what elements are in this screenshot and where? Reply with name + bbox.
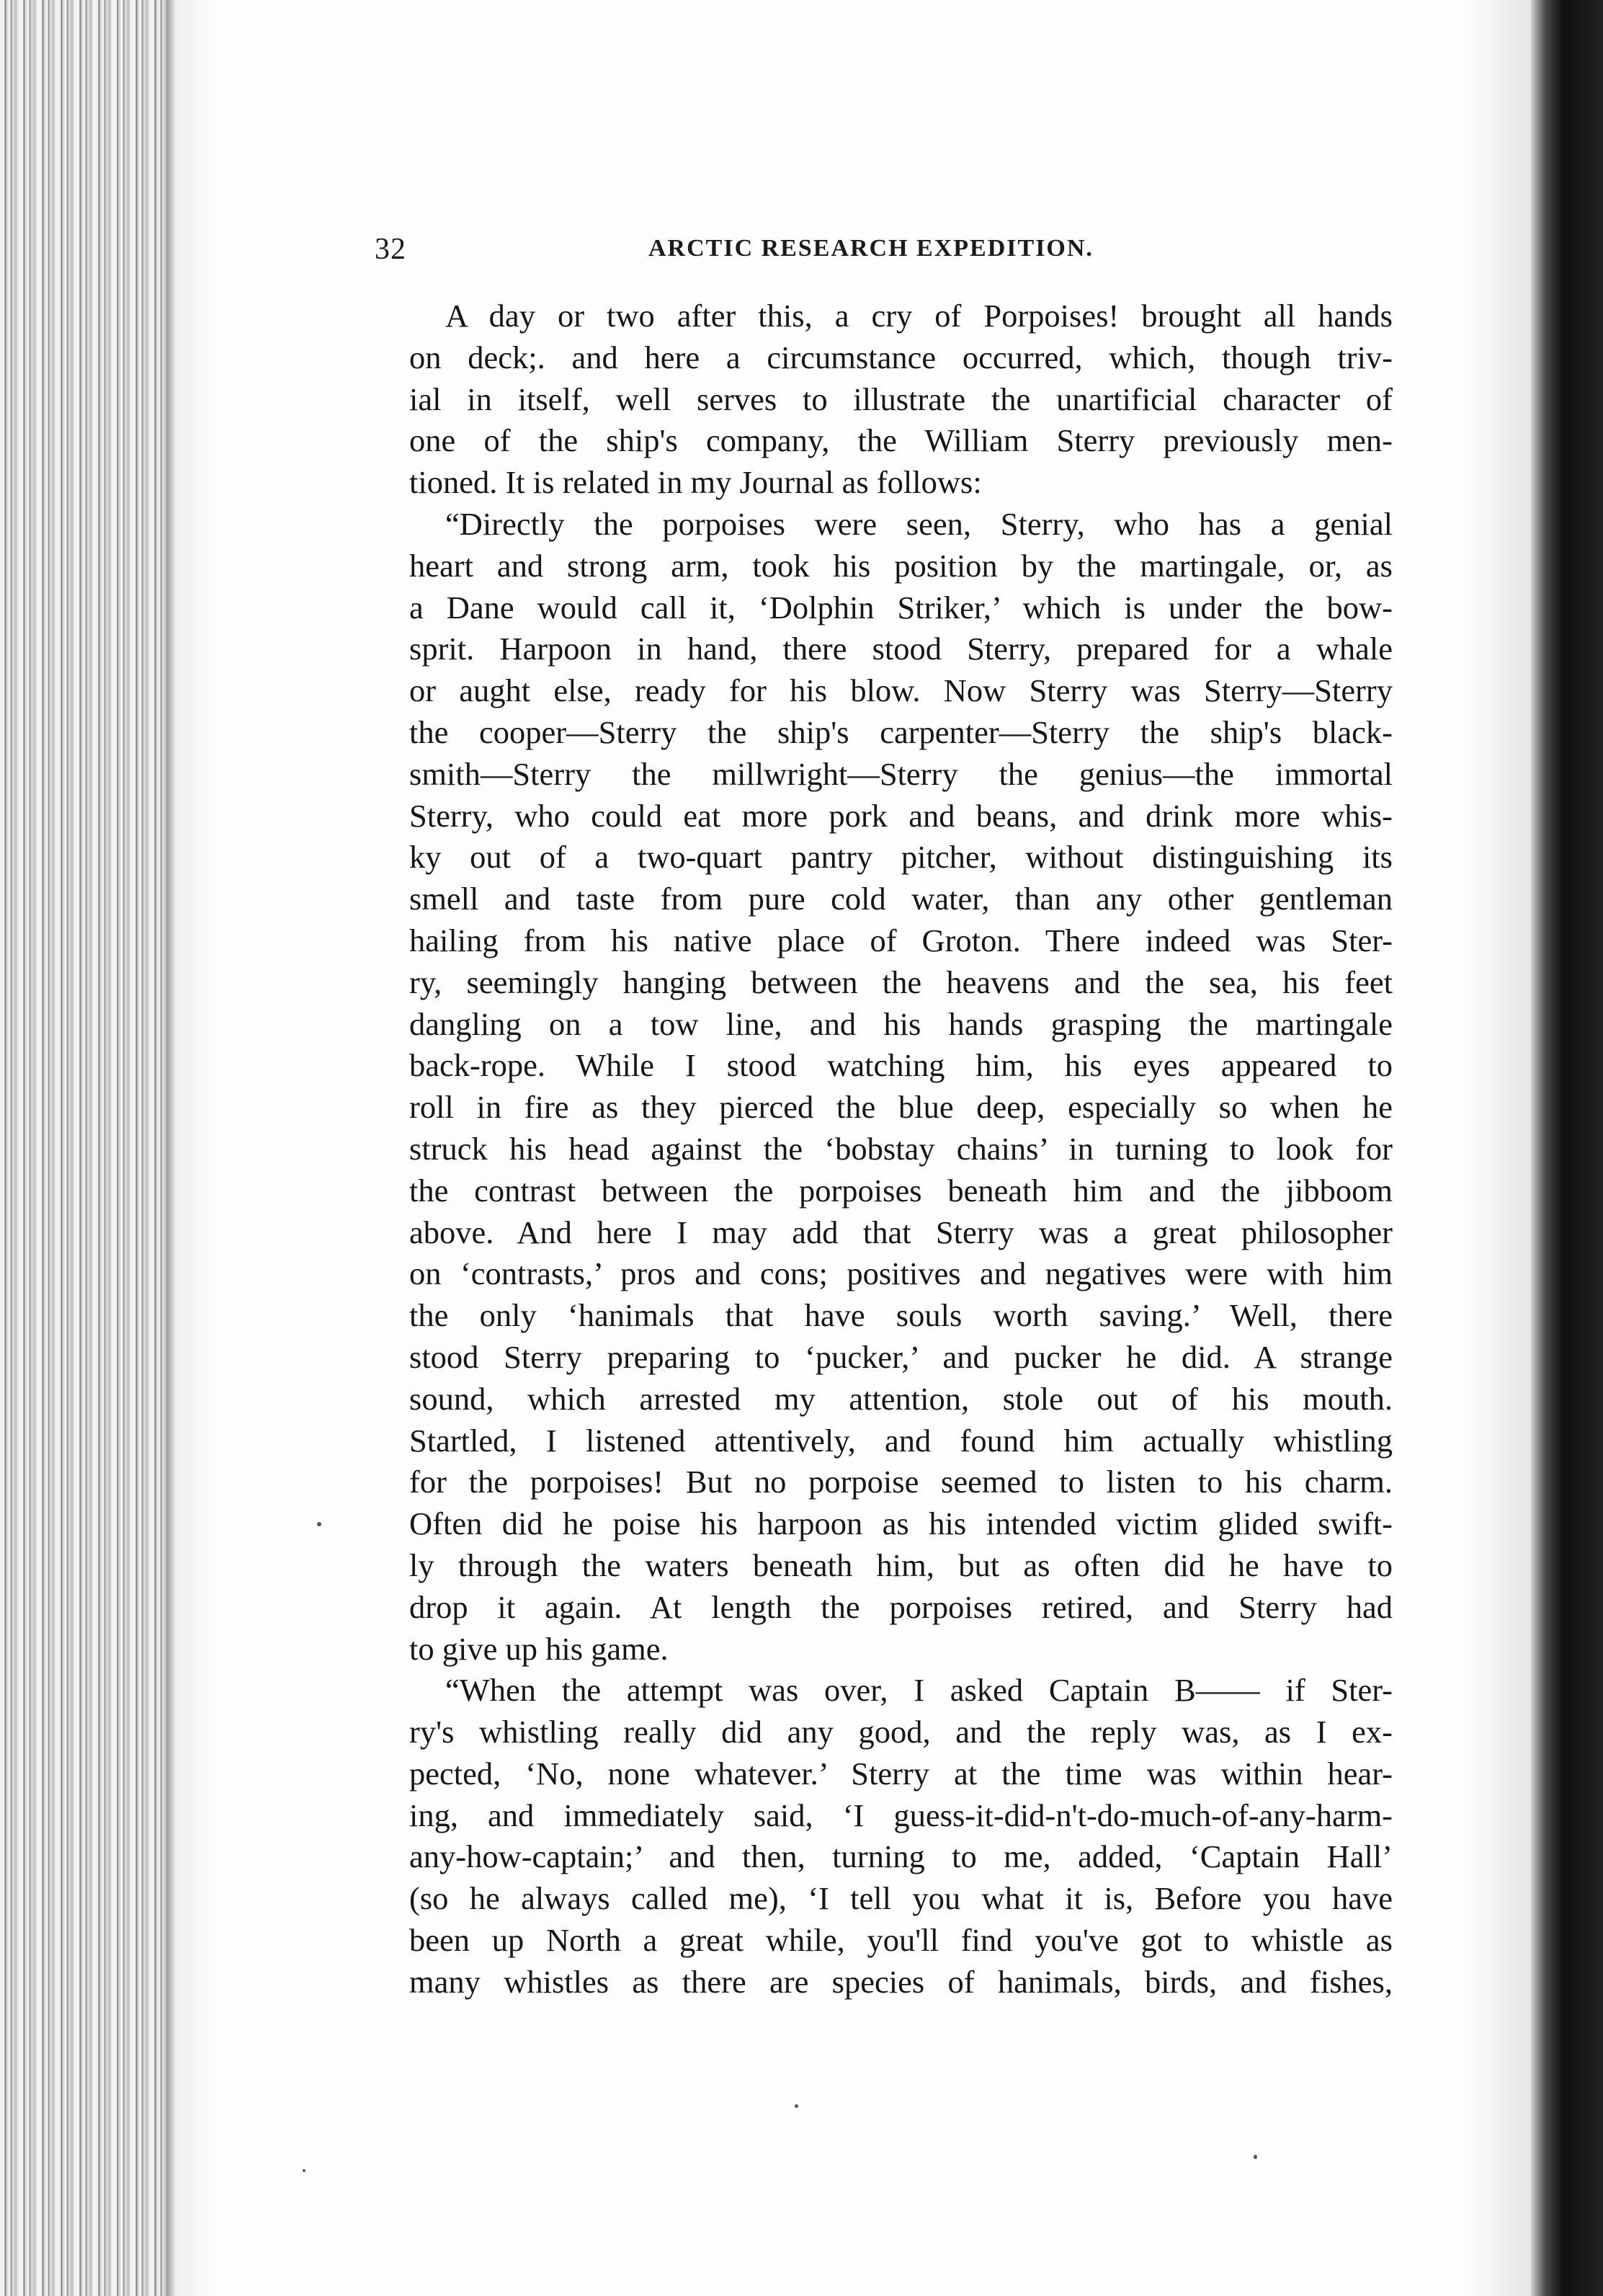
text-line: smith—Sterry the millwright—Sterry the genius—the immortal xyxy=(409,755,1393,792)
text-line: Sterry, who could eat more pork and beans, and drink more whis- xyxy=(409,797,1393,834)
text-line: on ‘contrasts,’ pros and cons; positives and negatives were with him xyxy=(409,1255,1393,1292)
text-line: ry's whistling really did any good, and the reply was, as I ex- xyxy=(409,1714,1393,1750)
text-line: to give up his game. xyxy=(409,1630,669,1667)
text-line: heart and strong arm, took his position by the martingale, or, as xyxy=(409,547,1393,584)
running-title: ARCTIC RESEARCH EXPEDITION. xyxy=(648,235,1094,262)
text-line: one of the ship's company, the William Sterry previously men- xyxy=(409,422,1393,459)
text-line: struck his head against the ‘bobstay chains’ in turning to look for xyxy=(409,1130,1393,1167)
text-line: back-rope. While I stood watching him, his eyes appeared to xyxy=(409,1047,1393,1084)
text-line: tioned. It is related in my Journal as follows: xyxy=(409,464,982,501)
text-line: ly through the waters beneath him, but as often did he have to xyxy=(409,1547,1393,1583)
text-line: ky out of a two-quart pantry pitcher, without distinguishing its xyxy=(409,839,1393,876)
text-line: above. And here I may add that Sterry was a great philosopher xyxy=(409,1214,1393,1250)
text-line: Often did he poise his harpoon as his intended victim glided swift- xyxy=(409,1505,1393,1542)
book-binding-edge xyxy=(1531,0,1603,2296)
scan-speck xyxy=(303,2169,305,2172)
text-line: stood Sterry preparing to ‘pucker,’ and pucker he did. A strange xyxy=(409,1338,1393,1375)
text-line: “When the attempt was over, I asked Captain B—— if Ster- xyxy=(445,1672,1393,1709)
text-line: smell and taste from pure cold water, than any other gentleman xyxy=(409,881,1393,917)
text-line: A day or two after this, a cry of Porpoises! brought all hands xyxy=(445,298,1393,334)
text-line: drop it again. At length the porpoises retired, and Sterry had xyxy=(409,1588,1393,1625)
text-line: sound, which arrested my attention, stole out of his mouth. xyxy=(409,1380,1393,1417)
text-line: any-how-captain;’ and then, turning to me, added, ‘Captain Hall’ xyxy=(409,1838,1393,1875)
text-line: ing, and immediately said, ‘I guess-it-did-n't-do-much-of-any-harm- xyxy=(409,1797,1393,1833)
text-line: the only ‘hanimals that have souls worth saving.’ Well, there xyxy=(409,1297,1393,1334)
text-line: roll in fire as they pierced the blue deep, especially so when he xyxy=(409,1089,1393,1126)
text-line: pected, ‘No, none whatever.’ Sterry at the time was within hear- xyxy=(409,1755,1393,1792)
text-line: or aught else, ready for his blow. Now Sterry was Sterry—Sterry xyxy=(409,672,1393,709)
scan-speck xyxy=(317,1522,321,1526)
text-line: “Directly the porpoises were seen, Sterry, who has a genial xyxy=(445,505,1393,542)
text-line: the cooper—Sterry the ship's carpenter—Sterry the ship's black- xyxy=(409,713,1393,750)
running-head xyxy=(375,232,1387,275)
page-number: 32 xyxy=(375,233,406,266)
text-line: (so he always called me), ‘I tell you what it is, Before you have xyxy=(409,1880,1393,1917)
text-line: on deck;. and here a circumstance occurred, which, though triv- xyxy=(409,339,1393,375)
text-line: ial in itself, well serves to illustrate the unartificial character of xyxy=(409,381,1393,417)
text-line: hailing from his native place of Groton. There indeed was Ster- xyxy=(409,922,1393,958)
text-line: many whistles as there are species of hanimals, birds, and fishes, xyxy=(409,1963,1393,2000)
text-line: Startled, I listened attentively, and found him actually whistling xyxy=(409,1422,1393,1459)
text-line: ry, seemingly hanging between the heavens and the sea, his feet xyxy=(409,964,1393,1000)
page-edges-stack xyxy=(0,0,177,2296)
text-line: a Dane would call it, ‘Dolphin Striker,’ which is under the bow- xyxy=(409,589,1393,626)
scan-speck xyxy=(795,2104,798,2108)
text-line: the contrast between the porpoises beneath him and the jibboom xyxy=(409,1172,1393,1209)
scan-speck xyxy=(1254,2155,1257,2159)
body-text xyxy=(409,295,1393,2003)
text-line: been up North a great while, you'll find you've got to whistle as xyxy=(409,1922,1393,1959)
text-line: for the porpoises! But no porpoise seemed to listen to his charm. xyxy=(409,1464,1393,1500)
text-line: sprit. Harpoon in hand, there stood Sterry, prepared for a whale xyxy=(409,631,1393,667)
text-line: dangling on a tow line, and his hands grasping the martingale xyxy=(409,1005,1393,1042)
